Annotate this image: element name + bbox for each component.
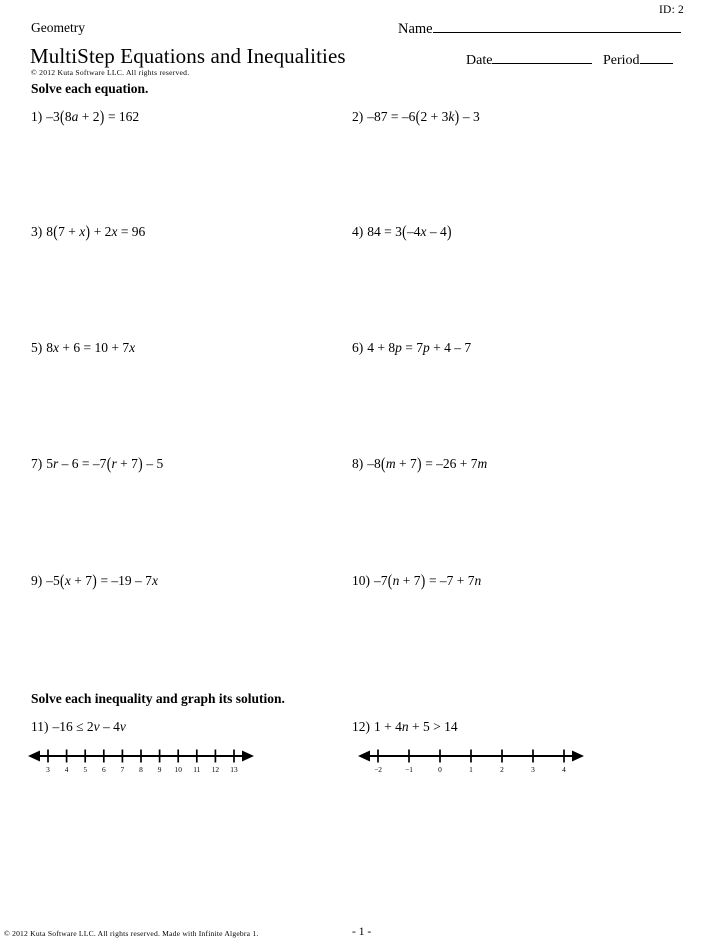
tick-label-group [46, 765, 238, 774]
problem-text: 4 + 8p = 7p + 4 – 7 [367, 340, 472, 355]
tick-label: 13 [230, 765, 238, 774]
tick-label: 4 [64, 765, 69, 774]
right-arrowhead [242, 751, 254, 762]
problem-text: 8(7 + x) + 2x = 96 [46, 221, 146, 241]
problem-text: –87 = –6(2 + 3k) – 3 [367, 106, 480, 126]
tick-label-group [374, 765, 566, 774]
tick-label: 3 [531, 765, 535, 774]
tick-label: 6 [101, 765, 106, 774]
tick-label: 8 [139, 765, 143, 774]
problem-text: 8x + 6 = 10 + 7x [46, 340, 136, 355]
problem-number: 1) [31, 109, 43, 124]
header-copyright: © 2012 Kuta Software LLC. All rights reserved. [31, 68, 190, 77]
name-field-row [398, 19, 681, 38]
problem-1 [31, 106, 140, 126]
tick-label: 1 [469, 765, 473, 774]
date-period-field-row [466, 50, 673, 69]
date-label: Date [466, 53, 493, 68]
problem-number: 2) [352, 109, 364, 124]
tick-label: 7 [120, 765, 125, 774]
problem-number: 10) [352, 573, 370, 588]
number-line-graph [358, 744, 584, 778]
problem-7 [31, 453, 164, 473]
problem-number: 5) [31, 340, 43, 355]
problem-8 [352, 453, 488, 473]
section-heading-equations: Solve each equation. [31, 81, 149, 96]
problem-number: 11) [31, 719, 49, 734]
problem-10 [352, 570, 482, 590]
problem-number: 4) [352, 224, 364, 239]
problem-text: 1 + 4n + 5 > 14 [374, 719, 458, 734]
problem-text: –5(x + 7) = –19 – 7x [46, 570, 158, 590]
number-line-problem-12[interactable] [358, 744, 584, 778]
section-heading-inequalities: Solve each inequality and graph its solution. [31, 691, 285, 706]
problem-number: 7) [31, 456, 43, 471]
tick-label: 12 [211, 765, 220, 774]
worksheet-id: ID: 2 [659, 4, 684, 16]
tick-label: 4 [562, 765, 566, 774]
problem-text: –3(8a + 2) = 162 [46, 106, 140, 126]
left-arrowhead [358, 751, 370, 762]
problem-9 [31, 570, 158, 590]
number-line-problem-11[interactable] [28, 744, 254, 778]
period-input-rule[interactable] [640, 50, 673, 64]
problem-number: 12) [352, 719, 370, 734]
problem-4 [352, 221, 452, 241]
problem-number: 8) [352, 456, 364, 471]
number-line-graph [28, 744, 254, 778]
problem-text: –8(m + 7) = –26 + 7m [367, 453, 488, 473]
page-number: - 1 - [352, 926, 372, 938]
tick-label: 10 [174, 765, 182, 774]
tick-label: 11 [193, 765, 201, 774]
problem-number: 9) [31, 573, 43, 588]
problem-6 [352, 341, 471, 356]
tick-label: −1 [405, 765, 413, 774]
course-name: Geometry [31, 20, 85, 35]
tick-label: 0 [438, 765, 442, 774]
problem-12 [352, 720, 458, 735]
problem-number: 3) [31, 224, 43, 239]
tick-label: 3 [46, 765, 50, 774]
period-label: Period [602, 53, 640, 68]
name-input-rule[interactable] [433, 19, 681, 33]
tick-label: 9 [157, 765, 162, 774]
tick-label: 5 [83, 765, 88, 774]
problem-text: 5r – 6 = –7(r + 7) – 5 [46, 453, 164, 473]
problem-text: 84 = 3(–4x – 4) [367, 221, 452, 241]
problem-text: –7(n + 7) = –7 + 7n [374, 570, 482, 590]
problem-5 [31, 341, 135, 356]
problem-2 [352, 106, 480, 126]
right-arrowhead [572, 751, 584, 762]
footer-copyright: © 2012 Kuta Software LLC. All rights reserved. Made with Infinite Algebra 1. [4, 929, 259, 938]
tick-label: 2 [500, 765, 504, 774]
problem-11 [31, 720, 126, 735]
problem-number: 6) [352, 340, 364, 355]
tick-label: −2 [374, 765, 382, 774]
left-arrowhead [28, 751, 40, 762]
name-label: Name [398, 21, 433, 37]
problem-3 [31, 221, 146, 241]
page-title: MultiStep Equations and Inequalities [30, 44, 346, 68]
problem-text: –16 ≤ 2v – 4v [52, 719, 126, 734]
date-input-rule[interactable] [492, 50, 592, 64]
